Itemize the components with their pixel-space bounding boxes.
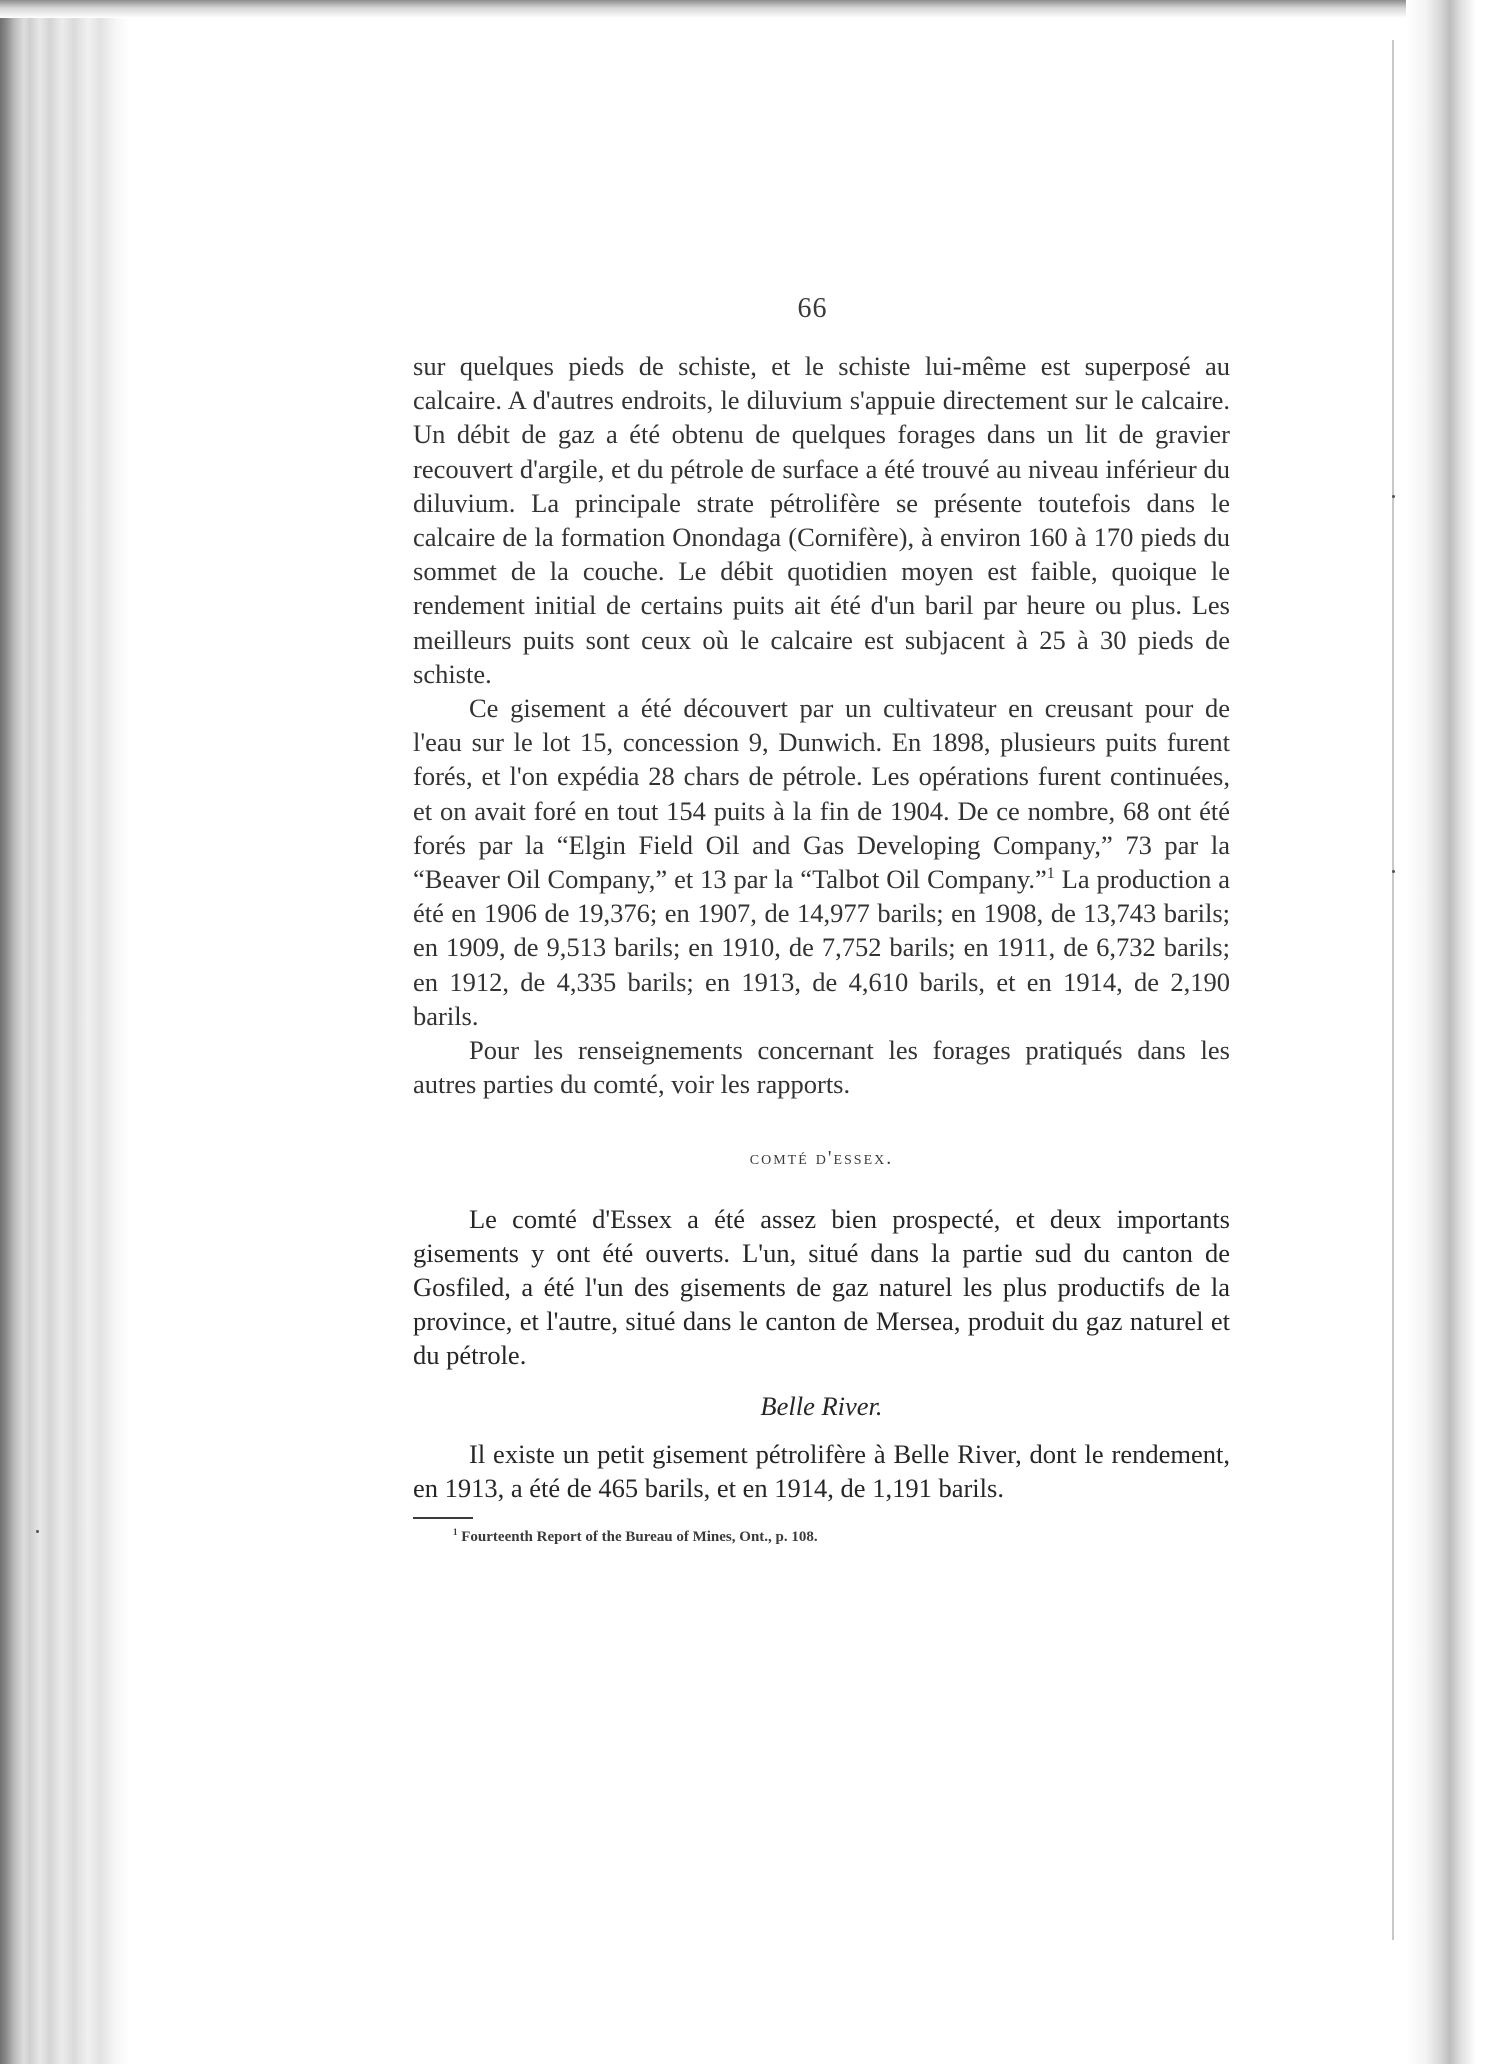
paragraph-essex: Le comté d'Essex a été assez bien prospecté, et deux importants gisements y ont été ouverts. L'un, situé dans la partie sud du canton de Gosfiled, a été l'un des gisements de gaz naturel les plus productifs de la province, et l'autre, situé dans le canton de Mersea, produit du gaz naturel et du pétrole. — [413, 1203, 1230, 1371]
paragraph-schiste: sur quelques pieds de schiste, et le schiste lui-même est superposé au calcaire. A d'autres endroits, le diluvium s'appuie directement sur le calcaire. Un débit de gaz a été obtenu de quelques forages dans un lit de gravier recouvert d'argile, et du pétrole de surface a été trouvé au niveau inférieur du diluvium. La principale strate pétrolifère se présente toutefois dans le calcaire de la formation Onondaga (Cornifère), à environ 160 à 170 pieds du sommet de la couche. Le débit quotidien moyen est faible, quoique le rendement initial de certains puits ait été d'un baril par heure ou plus. Les meilleurs puits sont ceux où le calcaire est subjacent à 25 à 30 pieds de schiste. — [413, 351, 1230, 689]
subheading-belle-river: Belle River. — [760, 1390, 883, 1421]
scan-speck — [36, 1530, 39, 1533]
footnote-text: Fourteenth Report of the Bureau of Mines, Ont., p. 108. — [457, 1529, 818, 1546]
paragraph-belle-river: Il existe un petit gisement pétrolifère à Belle River, dont le rendement, en 1913, a été de 465 barils, et en 1914, de 1,191 barils. — [413, 1438, 1230, 1504]
footnote-marker: 1 — [453, 1527, 458, 1538]
page-body — [413, 349, 1230, 1547]
footnote-divider — [413, 1517, 473, 1519]
essex-section — [413, 1202, 1230, 1506]
scan-speck — [1392, 495, 1395, 498]
page-fold-line — [1392, 40, 1394, 1940]
paragraph-dunwich-part2: La production a été en 1906 de 19,376; en 1907, de 14,977 barils; en 1908, de 13,743 barils; en 1909, de 9,513 barils; en 1910, de 7,752 barils; en 1911, de 6,732 barils; en 1912, de 4,335 barils; en 1913, de 4,610 barils, et en 1914, de 2,190 barils. — [413, 864, 1230, 1031]
footnote-reference[interactable]: 1 — [1046, 865, 1055, 883]
paragraph-renseignements: Pour les renseignements concernant les forages pratiqués dans les autres parties du comté, voir les rapports. — [413, 1035, 1230, 1100]
paragraph-dunwich-part1: Ce gisement a été découvert par un cultivateur en creusant pour de l'eau sur le lot 15, concession 9, Dunwich. En 1898, plusieurs puits furent forés, et l'on expédia 28 chars de pétrole. Les opérations furent continuées, et on avait foré en tout 154 puits à la fin de 1904. De ce nombre, 68 ont été forés par la “Elgin Field Oil and Gas Developing Company,” 73 par la “Beaver Oil Company,” et 13 par la “Talbot Oil Company.” — [413, 693, 1230, 895]
paragraph-dunwich — [413, 691, 1230, 1033]
page-top-shadow — [0, 0, 1496, 18]
scan-speck — [1392, 870, 1395, 873]
footnote — [413, 1527, 1230, 1547]
section-heading-essex: comté d'essex. — [749, 1147, 894, 1170]
page-number: 66 — [797, 293, 828, 324]
